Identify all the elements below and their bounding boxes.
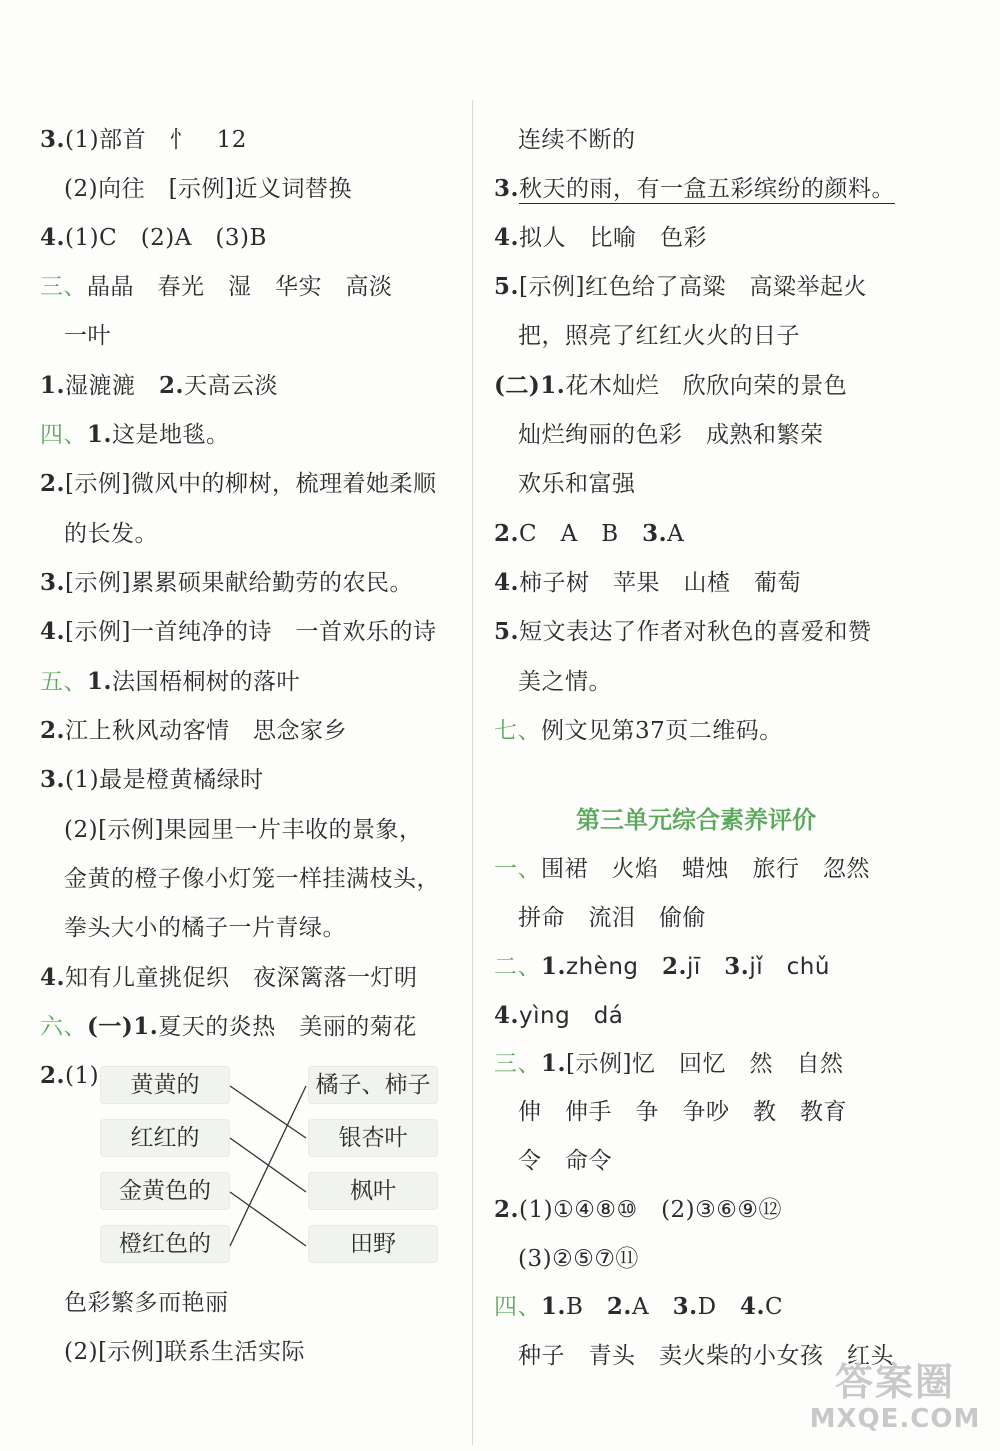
match-line [230, 1192, 306, 1246]
answer-line: 2.(1)①④⑧⑩ (2)③⑥⑨⑫ [494, 1196, 783, 1223]
answer-line: (2)向往 [示例]近义词替换 [64, 176, 353, 202]
answer-line: 4.(1)C (2)A (3)B [40, 224, 267, 251]
answer-line: 色彩繁多而艳丽 [64, 1290, 229, 1316]
answer-line: 5.短文表达了作者对秋色的喜爱和赞 [494, 618, 872, 645]
section-line: 六、(一)1.夏天的炎热 美丽的菊花 [40, 1013, 417, 1040]
section-line: 七、例文见第37页二维码。 [494, 718, 783, 744]
answer-line: 种子 青头 卖火柴的小女孩 红头 [518, 1343, 894, 1369]
answer-line: 令 命令 [518, 1148, 612, 1174]
match-left-box: 金黄色的 [100, 1172, 230, 1210]
answer-line: 一叶 [64, 323, 111, 349]
section-line: 四、1.这是地毯。 [40, 421, 230, 448]
answer-line: 连续不断的 [518, 127, 636, 153]
answer-line: 5.[示例]红色给了高粱 高粱举起火 [494, 273, 867, 300]
answer-line: 4.[示例]一首纯净的诗 一首欢乐的诗 [40, 618, 437, 645]
answer-line: 3.[示例]累累硕果献给勤劳的农民。 [40, 569, 413, 596]
match-line [230, 1086, 306, 1246]
answer-line: 拳头大小的橘子一片青绿。 [64, 915, 346, 941]
answer-line: 4.知有儿童挑促织 夜深篱落一灯明 [40, 964, 418, 991]
answer-line: 3.秋天的雨，有一盒五彩缤纷的颜料。 [494, 175, 896, 202]
watermark-url: MXQE.COM [809, 1404, 981, 1434]
answer-line: 4.yìng dá [494, 1002, 624, 1029]
unit-section-title: 第三单元综合素养评价 [576, 805, 816, 834]
matching-lines [0, 0, 470, 1451]
answer-line: 2.C A B 3.A [494, 520, 685, 547]
answer-line: 2.江上秋风动客情 思念家乡 [40, 717, 348, 744]
answer-line: (二)1.花木灿烂 欣欣向荣的景色 [494, 372, 848, 399]
section-line: 三、晶晶 春光 湿 华实 高淡 [40, 274, 393, 300]
section-line: 三、1.[示例]忆 回忆 然 自然 [494, 1050, 844, 1077]
answer-line: 2.(1) [40, 1062, 100, 1089]
answer-line: 伸 伸手 争 争吵 教 教育 [518, 1099, 847, 1125]
match-left-box: 黄黄的 [100, 1066, 230, 1104]
section-line: 一、围裙 火焰 蜡烛 旅行 忽然 [494, 856, 870, 882]
answer-line: 的长发。 [64, 521, 158, 547]
watermark [800, 1360, 990, 1445]
answer-line: 欢乐和富强 [518, 471, 636, 497]
answer-line: (2)[示例]果园里一片丰收的景象， [64, 817, 423, 843]
answer-line: 1.湿漉漉 2.天高云淡 [40, 372, 279, 399]
column-divider [472, 100, 473, 1445]
answer-line: (2)[示例]联系生活实际 [64, 1339, 306, 1365]
answer-line: (3)②⑤⑦⑪ [518, 1246, 639, 1272]
section-line: 四、1.B 2.A 3.D 4.C [494, 1293, 784, 1320]
match-left-box: 橙红色的 [100, 1225, 230, 1263]
answer-line: 4.拟人 比喻 色彩 [494, 224, 708, 251]
match-left-box: 红红的 [100, 1119, 230, 1157]
answer-line: 美之情。 [518, 669, 612, 695]
match-right-box: 田野 [308, 1225, 438, 1263]
match-right-box: 枫叶 [308, 1172, 438, 1210]
answer-line: 拼命 流泪 偷偷 [518, 905, 706, 931]
answer-line: 3.(1)部首 忄 12 [40, 126, 247, 153]
section-line: 二、1.zhèng 2.jī 3.jǐ chǔ [494, 953, 830, 980]
answer-line: 2.[示例]微风中的柳树，梳理着她柔顺 [40, 470, 437, 497]
match-line [230, 1086, 306, 1138]
match-right-box: 银杏叶 [308, 1119, 438, 1157]
match-right-box: 橘子、柿子 [308, 1066, 438, 1104]
answer-line: 金黄的橙子像小灯笼一样挂满枝头， [64, 866, 440, 892]
answer-line: 3.(1)最是橙黄橘绿时 [40, 766, 264, 793]
section-line: 五、1.法国梧桐树的落叶 [40, 668, 301, 695]
watermark-logo: 答案圈 [834, 1360, 955, 1404]
answer-line: 4.柿子树 苹果 山楂 葡萄 [494, 569, 802, 596]
answer-line: 把，照亮了红红火火的日子 [518, 323, 800, 349]
answer-line: 灿烂绚丽的色彩 成熟和繁荣 [518, 422, 824, 448]
